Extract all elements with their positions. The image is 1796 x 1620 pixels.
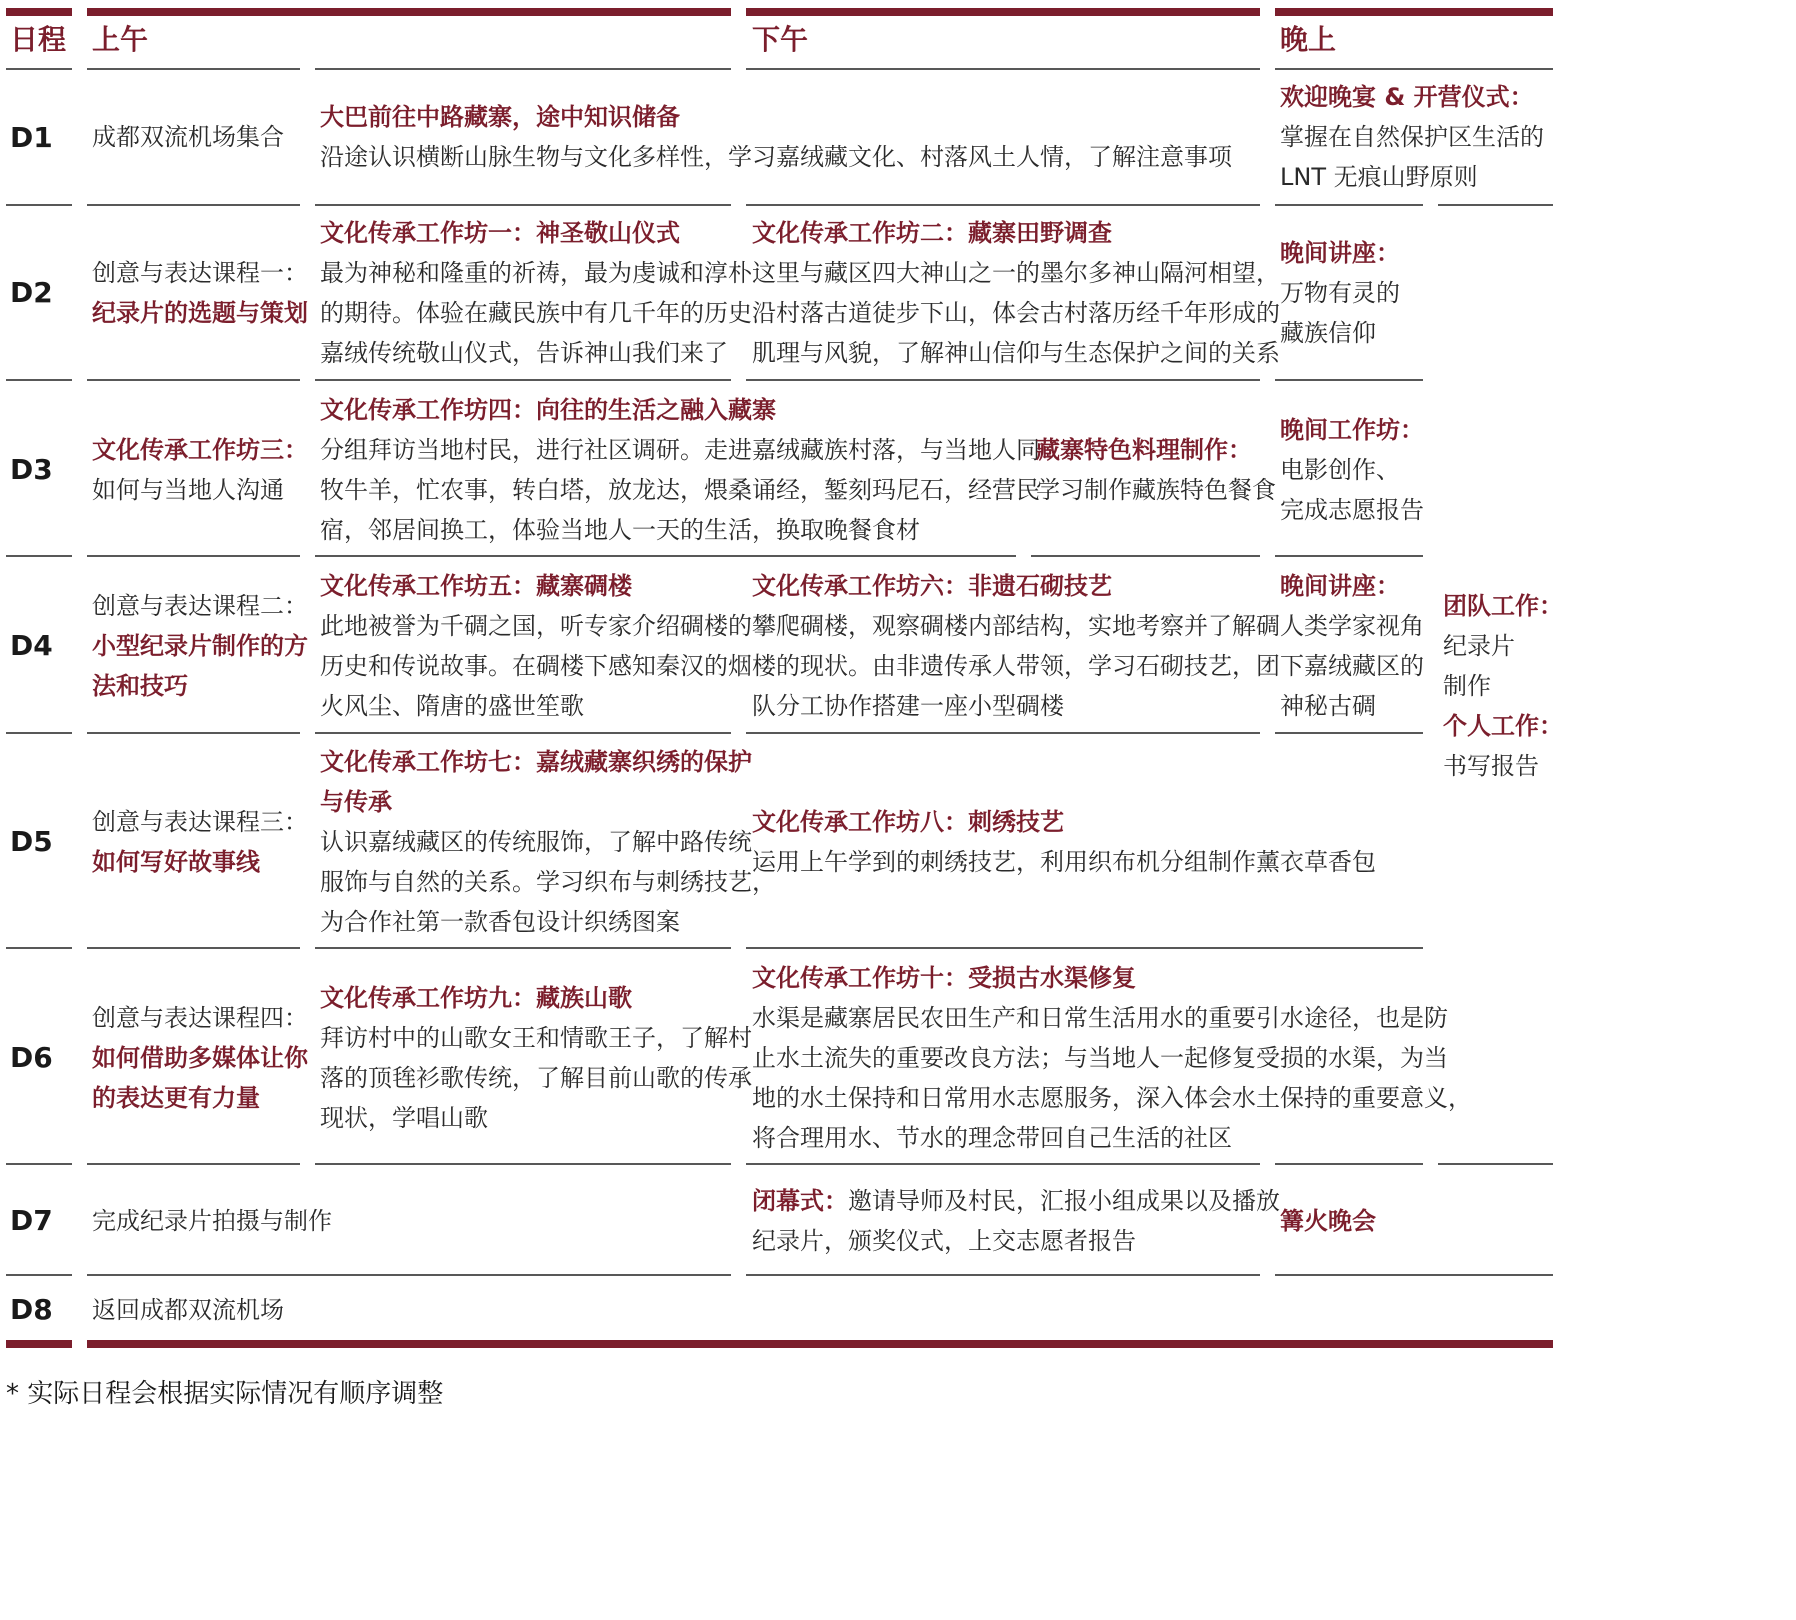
footnote: * 实际日程会根据实际情况有顺序调整 — [6, 1379, 444, 1409]
rule — [746, 204, 1260, 206]
rule — [6, 555, 72, 557]
d7-closing-body: 纪录片，颁奖仪式，上交志愿者报告 — [752, 1227, 1136, 1255]
d2-course-bold: 纪录片的选题与策划 — [92, 299, 308, 327]
rule — [87, 1163, 300, 1165]
day-label-d2: D2 — [10, 276, 53, 309]
d1-travel-title: 大巴前往中路藏寨，途中知识储备 — [320, 103, 680, 131]
rule — [87, 204, 300, 206]
rule — [746, 379, 1260, 381]
d5-workshop7-body: 为合作社第一款香包设计织绣图案 — [320, 908, 680, 936]
day-label-d3: D3 — [10, 453, 53, 486]
d4-workshop6-title: 文化传承工作坊六：非遗石砌技艺 — [752, 572, 1112, 600]
d6-workshop10-body: 水渠是藏寨居民农田生产和日常生活用水的重要引水途径，也是防 — [752, 1004, 1448, 1032]
rule — [6, 732, 72, 734]
d2-workshop2-body: 这里与藏区四大神山之一的墨尔多神山隔河相望， — [752, 259, 1280, 287]
d3-evening-title: 晚间工作坊： — [1280, 416, 1424, 444]
d7-closing-line1 — [752, 1181, 1280, 1221]
d1-morning-plain: 成都双流机场集合 — [92, 123, 284, 151]
d4-workshop6-body: 楼的现状。由非遗传承人带领，学习石砌技艺，团 — [752, 652, 1280, 680]
d2-evening-body: 万物有灵的 — [1280, 279, 1400, 307]
d5-workshop8-body: 运用上午学到的刺绣技艺，利用织布机分组制作薰衣草香包 — [752, 848, 1376, 876]
d4-workshop5-body: 火风尘、隋唐的盛世笙歌 — [320, 692, 584, 720]
rule — [315, 732, 731, 734]
rule — [746, 947, 1423, 949]
d3-workshop4-body: 宿，邻居间换工，体验当地人一天的生活，换取晚餐食材 — [320, 516, 920, 544]
rule — [1275, 1274, 1553, 1276]
day-label-d1: D1 — [10, 121, 53, 154]
d3-cooking-body: 学习制作藏族特色餐食 — [1036, 476, 1276, 504]
d2-workshop1-title: 文化传承工作坊一：神圣敬山仪式 — [320, 219, 680, 247]
d6-course-bold: 如何借助多媒体让你 — [92, 1044, 308, 1072]
rule — [6, 68, 72, 70]
d3-workshop4-body: 分组拜访当地村民，进行社区调研。走进嘉绒藏族村落，与当地人同 — [320, 436, 1040, 464]
side-personal-body: 书写报告 — [1443, 752, 1539, 780]
rule — [6, 379, 72, 381]
rule — [746, 1274, 1260, 1276]
d4-workshop5-title: 文化传承工作坊五：藏寨碉楼 — [320, 572, 632, 600]
rule — [87, 379, 300, 381]
day-label-d7: D7 — [10, 1204, 53, 1237]
rule — [315, 379, 731, 381]
d3-evening-body: 完成志愿报告 — [1280, 496, 1424, 524]
d5-workshop7-body: 服饰与自然的关系。学习织布与刺绣技艺， — [320, 868, 776, 896]
d3-cooking-title: 藏寨特色料理制作： — [1036, 436, 1252, 464]
d6-workshop9-title: 文化传承工作坊九：藏族山歌 — [320, 984, 632, 1012]
d4-evening-body: 人类学家视角 — [1280, 612, 1424, 640]
d6-workshop10-title: 文化传承工作坊十：受损古水渠修复 — [752, 964, 1136, 992]
d4-course-plain: 创意与表达课程二： — [92, 592, 308, 620]
d2-course-plain: 创意与表达课程一： — [92, 259, 308, 287]
rule — [6, 1163, 72, 1165]
d3-workshop4-body: 牧牛羊，忙农事，转白塔，放龙达，煨桑诵经，錾刻玛尼石，经营民 — [320, 476, 1040, 504]
d6-workshop9-body: 拜访村中的山歌女王和情歌王子，了解村 — [320, 1024, 752, 1052]
top-rule-day — [6, 8, 72, 16]
d5-workshop8-title: 文化传承工作坊八：刺绣技艺 — [752, 808, 1064, 836]
d5-course-plain: 创意与表达课程三： — [92, 808, 308, 836]
bottom-rule-day — [6, 1340, 72, 1348]
d7-evening-title: 篝火晚会 — [1280, 1207, 1376, 1235]
rule — [6, 947, 72, 949]
d4-evening-title: 晚间讲座： — [1280, 572, 1400, 600]
rule — [6, 1274, 72, 1276]
d7-closing-body: 邀请导师及村民，汇报小组成果以及播放 — [848, 1187, 1280, 1215]
d6-workshop10-body: 地的水土保持和日常用水志愿服务，深入体会水土保持的重要意义， — [752, 1084, 1472, 1112]
d4-workshop6-body: 队分工协作搭建一座小型碉楼 — [752, 692, 1064, 720]
rule — [315, 947, 731, 949]
rule — [87, 1274, 731, 1276]
d4-workshop5-body: 此地被誉为千碉之国，听专家介绍碉楼的 — [320, 612, 752, 640]
d5-course-bold: 如何写好故事线 — [92, 848, 260, 876]
d4-course-bold: 法和技巧 — [92, 672, 188, 700]
rule — [746, 68, 1260, 70]
d4-course-bold: 小型纪录片制作的方 — [92, 632, 308, 660]
rule — [1275, 555, 1423, 557]
rule — [746, 1163, 1260, 1165]
d1-travel-body: 沿途认识横断山脉生物与文化多样性，学习嘉绒藏文化、村落风土人情，了解注意事项 — [320, 143, 1232, 171]
rule — [1031, 555, 1260, 557]
d4-evening-body: 下嘉绒藏区的 — [1280, 652, 1424, 680]
d6-course-bold: 的表达更有力量 — [92, 1084, 260, 1112]
rule — [1275, 732, 1423, 734]
rule — [87, 68, 300, 70]
rule — [87, 732, 300, 734]
d5-workshop7-body: 认识嘉绒藏区的传统服饰，了解中路传统 — [320, 828, 752, 856]
rule — [1438, 1163, 1553, 1165]
d6-workshop9-body: 落的顶毪衫歌传统，了解目前山歌的传承 — [320, 1064, 752, 1092]
d6-workshop9-body: 现状，学唱山歌 — [320, 1104, 488, 1132]
rule — [1438, 204, 1553, 206]
d2-workshop1-body: 最为神秘和隆重的祈祷，最为虔诚和淳朴 — [320, 259, 752, 287]
side-team-title: 团队工作： — [1443, 592, 1563, 620]
d6-course-plain: 创意与表达课程四： — [92, 1004, 308, 1032]
d6-workshop10-body: 将合理用水、节水的理念带回自己生活的社区 — [752, 1124, 1232, 1152]
rule — [6, 204, 72, 206]
top-rule-morning — [87, 8, 731, 16]
d1-evening-body: LNT 无痕山野原则 — [1280, 163, 1478, 191]
rule — [315, 68, 731, 70]
d7-morning-plain: 完成纪录片拍摄与制作 — [92, 1207, 332, 1235]
rule — [1275, 1163, 1423, 1165]
rule — [746, 732, 1260, 734]
day-label-d6: D6 — [10, 1041, 53, 1074]
d2-evening-body: 藏族信仰 — [1280, 319, 1376, 347]
rule — [315, 204, 731, 206]
header-day: 日程 — [10, 23, 67, 56]
d2-workshop2-body: 沿村落古道徒步下山，体会古村落历经千年形成的 — [752, 299, 1280, 327]
d1-evening-title: 欢迎晚宴 & 开营仪式： — [1280, 83, 1534, 111]
d3-workshop4-title: 文化传承工作坊四：向往的生活之融入藏寨 — [320, 396, 776, 424]
day-label-d8: D8 — [10, 1293, 53, 1326]
d5-workshop7-title: 与传承 — [320, 788, 392, 816]
d2-workshop2-body: 肌理与风貌，了解神山信仰与生态保护之间的关系 — [752, 339, 1280, 367]
side-team-body: 制作 — [1443, 672, 1491, 700]
header-afternoon: 下午 — [752, 23, 809, 56]
d3-workshop3-body: 如何与当地人沟通 — [92, 476, 284, 504]
rule — [315, 555, 1016, 557]
side-personal-title: 个人工作： — [1443, 712, 1563, 740]
rule — [315, 1163, 731, 1165]
d5-workshop7-title: 文化传承工作坊七：嘉绒藏寨织绣的保护 — [320, 748, 752, 776]
header-evening: 晚上 — [1280, 23, 1337, 56]
header-morning: 上午 — [92, 23, 149, 56]
d8-morning-plain: 返回成都双流机场 — [92, 1296, 284, 1324]
d3-evening-body: 电影创作、 — [1280, 456, 1400, 484]
d2-workshop1-body: 嘉绒传统敬山仪式，告诉神山我们来了 — [320, 339, 728, 367]
d4-evening-body: 神秘古碉 — [1280, 692, 1376, 720]
rule — [1275, 379, 1423, 381]
d7-closing-title: 闭幕式： — [752, 1187, 848, 1215]
top-rule-afternoon — [746, 8, 1260, 16]
d2-workshop2-title: 文化传承工作坊二：藏寨田野调查 — [752, 219, 1112, 247]
d6-workshop10-body: 止水土流失的重要改良方法；与当地人一起修复受损的水渠，为当 — [752, 1044, 1448, 1072]
rule — [87, 947, 300, 949]
day-label-d4: D4 — [10, 629, 53, 662]
top-rule-evening — [1275, 8, 1553, 16]
d2-workshop1-body: 的期待。体验在藏民族中有几千年的历史 — [320, 299, 752, 327]
rule — [87, 555, 300, 557]
rule — [1275, 204, 1423, 206]
rule — [1275, 68, 1553, 70]
day-label-d5: D5 — [10, 825, 53, 858]
d3-workshop3-title: 文化传承工作坊三： — [92, 436, 308, 464]
side-team-body: 纪录片 — [1443, 632, 1515, 660]
d4-workshop6-body: 攀爬碉楼，观察碉楼内部结构，实地考察并了解碉 — [752, 612, 1280, 640]
d2-evening-title: 晚间讲座： — [1280, 239, 1400, 267]
d1-evening-body: 掌握在自然保护区生活的 — [1280, 123, 1544, 151]
d4-workshop5-body: 历史和传说故事。在碉楼下感知秦汉的烟 — [320, 652, 752, 680]
bottom-rule-main — [87, 1340, 1553, 1348]
